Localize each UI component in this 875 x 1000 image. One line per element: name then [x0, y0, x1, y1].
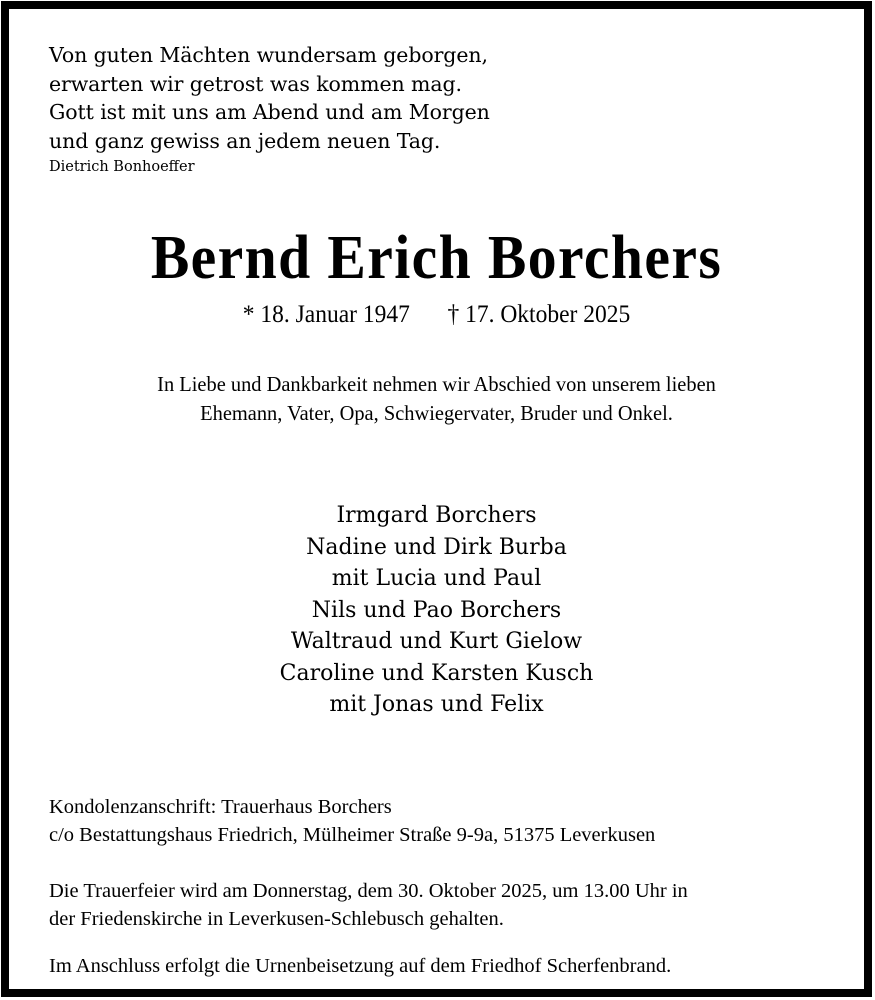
life-dates [63, 299, 810, 331]
poem-line: Gott ist mit uns am Abend und am Morgen [49, 100, 490, 124]
family-member: Waltraud und Kurt Gielow [290, 629, 583, 654]
memorial-poem [39, 41, 834, 155]
family-member: Nils und Pao Borchers [311, 597, 562, 623]
deceased-name: Bernd Erich Borchers [150, 224, 723, 292]
obituary-content [9, 9, 864, 989]
dedication-line: In Liebe und Dankbarkeit nehmen wir Abschied von unserem lieben [157, 372, 716, 396]
ceremony-info [49, 877, 834, 934]
condolence-address [39, 793, 834, 849]
poem-line: und ganz gewiss an jedem neuen Tag. [49, 128, 441, 153]
poem-line: erwarten wir getrost was kommen mag. [49, 71, 462, 96]
deceased-name-block [39, 223, 834, 331]
surviving-family-list [39, 500, 834, 721]
ceremony-line: Die Trauerfeier wird am Donnerstag, dem 30. Oktober 2025, um 13.00 Uhr in [49, 879, 688, 902]
condolence-address-line: Kondolenzanschrift: Trauerhaus Borchers [49, 795, 392, 818]
family-member: Irmgard Borchers [336, 503, 537, 528]
burial-info [49, 952, 834, 981]
family-member: mit Lucia und Paul [331, 566, 542, 591]
obituary-notice-frame [1, 1, 872, 997]
family-member: mit Jonas und Felix [329, 692, 544, 717]
condolence-address-line: c/o Bestattungshaus Friedrich, Mülheimer Straße 9-9a, 51375 Leverkusen [49, 823, 656, 846]
poem-line: Von guten Mächten wundersam geborgen, [49, 43, 488, 67]
death-symbol: † [447, 301, 460, 328]
burial-line: Im Anschluss erfolgt die Urnenbeisetzung auf dem Friedhof Scherfenbrand. [49, 954, 672, 977]
birth-date: 18. Januar 1947 [260, 301, 410, 328]
funeral-service-details [39, 877, 834, 981]
family-member: Nadine und Dirk Burba [306, 534, 567, 560]
death-date: 17. Oktober 2025 [465, 301, 631, 328]
poem-attribution: Dietrich Bonhoeffer [49, 159, 195, 175]
ceremony-line: der Friedenskirche in Leverkusen-Schlebusch gehalten. [49, 908, 504, 930]
dedication-line: Ehemann, Vater, Opa, Schwiegervater, Bruder und Onkel. [200, 401, 673, 425]
family-member: Caroline und Karsten Kusch [279, 660, 594, 686]
dedication-text [59, 370, 814, 428]
birth-symbol: * [242, 301, 255, 328]
